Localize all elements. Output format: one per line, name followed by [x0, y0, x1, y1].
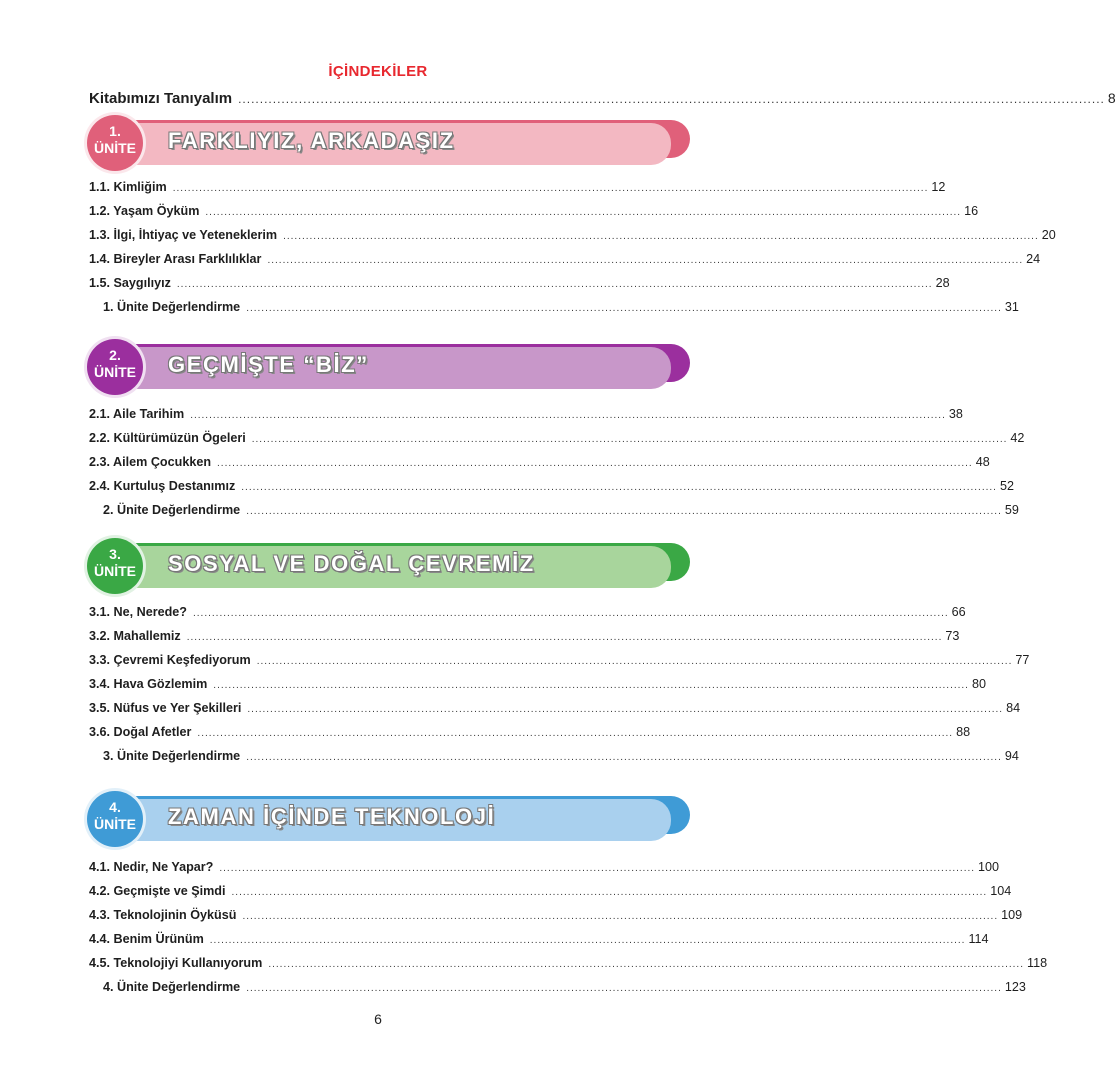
toc-entry[interactable]	[103, 749, 1019, 767]
toc-leader: ........................................................................................................................................................................................................	[246, 983, 1002, 994]
toc-page-number: 66	[951, 605, 966, 619]
page-number: 6	[374, 1011, 382, 1027]
toc-entry-label: 3. Ünite Değerlendirme	[103, 749, 241, 763]
toc-page-number: 59	[1004, 503, 1019, 517]
toc-leader: ........................................................................................................................................................................................................	[209, 935, 966, 946]
toc-entry[interactable]	[89, 956, 1048, 974]
toc-leader: ........................................................................................................................................................................................................	[197, 728, 954, 739]
unit-banner-4	[84, 788, 690, 856]
toc-leader: ........................................................................................................................................................................................................	[176, 279, 933, 290]
toc-entry[interactable]	[89, 629, 960, 647]
toc-page-number: 20	[1041, 228, 1056, 242]
toc-page-number: 42	[1010, 431, 1025, 445]
toc-entry-label: 4. Ünite Değerlendirme	[103, 980, 241, 994]
toc-page-number: 24	[1026, 252, 1041, 266]
toc-leader: ........................................................................................................................................................................................................	[190, 410, 946, 421]
toc-page-number: 38	[948, 407, 963, 421]
toc-page-number: 28	[935, 276, 950, 290]
toc-page-number: 80	[971, 677, 986, 691]
toc-entry[interactable]	[89, 228, 1056, 246]
toc-entry-label: 3.5. Nüfus ve Yer Şekilleri	[89, 701, 242, 715]
toc-page-number: 73	[945, 629, 960, 643]
toc-page-number: 31	[1004, 300, 1019, 314]
toc-leader: ........................................................................................................................................................................................................	[205, 207, 962, 218]
toc-leader: ........................................................................................................................................................................................................	[247, 704, 1004, 715]
toc-entry[interactable]	[103, 980, 1026, 998]
unit-banner-3	[84, 535, 690, 603]
toc-entry[interactable]	[89, 204, 979, 222]
toc-entry-label: 3.1. Ne, Nerede?	[89, 605, 187, 619]
toc-entry-label: 2.4. Kurtuluş Destanımız	[89, 479, 236, 493]
toc-entry-intro[interactable]	[89, 90, 1116, 110]
page-title: İÇİNDEKİLER	[328, 63, 428, 80]
unit-label: ÜNİTE	[94, 364, 136, 380]
unit-number: 3.	[109, 546, 121, 562]
toc-entry-label: 3.4. Hava Gözlemim	[89, 677, 208, 691]
toc-entry-label: 4.1. Nedir, Ne Yapar?	[89, 860, 214, 874]
toc-entry-label: 2.2. Kültürümüzün Ögeleri	[89, 431, 246, 445]
toc-page-number: 104	[990, 884, 1012, 898]
toc-page-number: 114	[968, 932, 989, 946]
toc-entry-label: 1.4. Bireyler Arası Farklılıklar	[89, 252, 262, 266]
unit-title: FARKLIYIZ, ARKADAŞIZ	[168, 128, 455, 153]
toc-leader: ........................................................................................................................................................................................................	[246, 752, 1002, 763]
toc-entry[interactable]	[89, 276, 950, 294]
toc-leader: ........................................................................................................................................................................................................	[186, 632, 943, 643]
toc-entry[interactable]	[89, 653, 1030, 671]
toc-entry[interactable]	[89, 180, 946, 198]
toc-entry[interactable]	[89, 431, 1025, 449]
toc-leader: ........................................................................................................................................................................................................	[217, 458, 973, 469]
toc-entry[interactable]	[89, 701, 1021, 719]
toc-entry[interactable]	[89, 252, 1041, 270]
toc-entry[interactable]	[89, 725, 971, 743]
toc-leader: ........................................................................................................................................................................................................	[256, 656, 1013, 667]
unit-title: GEÇMİŞTE “BİZ”	[168, 352, 369, 377]
toc-page-number: 48	[975, 455, 990, 469]
toc-leader: ........................................................................................................................................................................................................	[213, 680, 969, 691]
toc-page-number: 118	[1027, 956, 1048, 970]
toc-leader: ........................................................................................................................................................................................................	[251, 434, 1008, 445]
toc-entry-label: 2.3. Ailem Çocukken	[89, 455, 212, 469]
toc-entry-label: 1.5. Saygılıyız	[89, 276, 171, 290]
toc-entry[interactable]	[89, 455, 990, 473]
toc-entry-label: 3.3. Çevremi Keşfediyorum	[89, 653, 251, 667]
toc-entry-label: 1.2. Yaşam Öyküm	[89, 204, 200, 218]
toc-leader: ........................................................................................................................................................................................................	[241, 482, 997, 493]
unit-number: 2.	[109, 347, 121, 363]
toc-entry[interactable]	[89, 932, 989, 950]
toc-entry-label: 3.6. Doğal Afetler	[89, 725, 192, 739]
toc-leader: ........................................................................................................................................................................................................	[172, 183, 929, 194]
toc-leader: ........................................................................................................................................................................................................	[231, 887, 988, 898]
toc-page-number: 84	[1006, 701, 1021, 715]
toc-entry[interactable]	[89, 605, 966, 623]
toc-entry[interactable]	[89, 860, 1000, 878]
toc-leader: ........................................................................................................................................................................................................	[246, 303, 1002, 314]
toc-entry-label: 4.5. Teknolojiyi Kullanıyorum	[89, 956, 263, 970]
toc-page-number: 88	[956, 725, 971, 739]
unit-banner-1	[84, 112, 690, 180]
toc-page-number: 16	[964, 204, 979, 218]
toc-entry-label: 4.4. Benim Ürünüm	[89, 932, 204, 946]
toc-page-number: 12	[931, 180, 946, 194]
toc-page-number: 8	[1107, 90, 1116, 106]
toc-entry[interactable]	[103, 300, 1019, 318]
toc-page-number: 77	[1015, 653, 1030, 667]
toc-entry-label: Kitabımızı Tanıyalım	[89, 90, 233, 107]
toc-entry-label: 4.2. Geçmişte ve Şimdi	[89, 884, 226, 898]
toc-leader: ........................................................................................................................................................................................................	[267, 255, 1024, 266]
toc-entry[interactable]	[89, 407, 963, 425]
toc-entry-label: 2.1. Aile Tarihim	[89, 407, 185, 421]
unit-label: ÜNİTE	[94, 563, 136, 579]
toc-page-number: 52	[999, 479, 1014, 493]
toc-leader: ........................................................................................................................................................................................................	[219, 863, 976, 874]
toc-page-number: 94	[1004, 749, 1019, 763]
toc-entry-label: 2. Ünite Değerlendirme	[103, 503, 241, 517]
toc-entry[interactable]	[89, 884, 1012, 902]
unit-number-badge	[84, 788, 146, 850]
toc-leader: ........................................................................................................................................................................................................	[283, 231, 1039, 242]
toc-entry-label: 3.2. Mahallemiz	[89, 629, 181, 643]
toc-leader: ........................................................................................................................................................................................................	[242, 911, 999, 922]
unit-banner-2	[84, 336, 690, 404]
toc-entry-label: 1.3. İlgi, İhtiyaç ve Yeteneklerim	[89, 228, 278, 242]
unit-title: ZAMAN İÇİNDE TEKNOLOJİ	[168, 804, 496, 829]
toc-leader: ........................................................................................................................................................................................................	[193, 608, 949, 619]
toc-entry[interactable]	[89, 479, 1014, 497]
toc-leader: ........................................................................................................................................................................................................	[268, 959, 1024, 970]
unit-number-badge	[84, 336, 146, 398]
toc-entry-label: 1. Ünite Değerlendirme	[103, 300, 241, 314]
toc-entry[interactable]	[103, 503, 1019, 521]
toc-entry-label: 4.3. Teknolojinin Öyküsü	[89, 908, 237, 922]
toc-leader: ........................................................................................................................................................................................................	[246, 506, 1002, 517]
unit-number-badge	[84, 112, 146, 174]
toc-entry-label: 1.1. Kimliğim	[89, 180, 167, 194]
toc-entry[interactable]	[89, 677, 986, 695]
toc-page-number: 109	[1001, 908, 1023, 922]
toc-page-number: 123	[1004, 980, 1026, 994]
unit-label: ÜNİTE	[94, 816, 136, 832]
unit-number: 1.	[109, 123, 121, 139]
unit-number-badge	[84, 535, 146, 597]
unit-label: ÜNİTE	[94, 140, 136, 156]
unit-number: 4.	[109, 799, 121, 815]
unit-title: SOSYAL VE DOĞAL ÇEVREMİZ	[168, 551, 535, 576]
toc-page-number: 100	[978, 860, 1000, 874]
toc-entry[interactable]	[89, 908, 1023, 926]
toc-leader: ........................................................................................................................................................................................................	[238, 92, 1105, 106]
